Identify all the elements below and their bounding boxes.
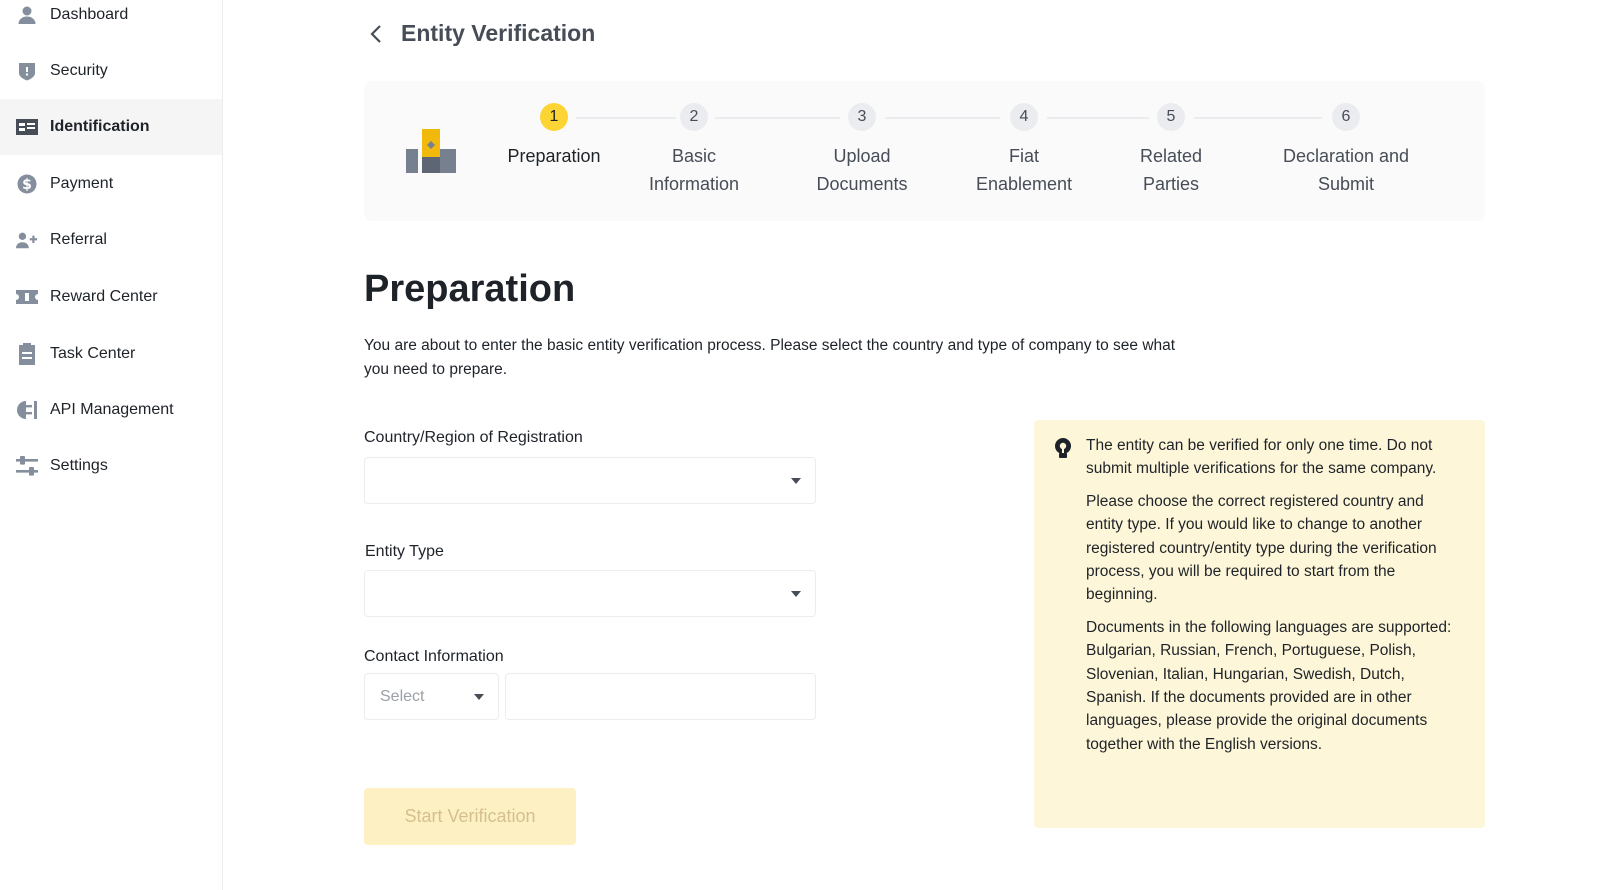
contact-info-label: Contact Information <box>364 648 504 665</box>
step-6-number: 6 <box>1332 103 1360 131</box>
step-6-label: Declaration and Submit <box>1282 146 1410 194</box>
sidebar-item-task-center[interactable] <box>0 326 222 382</box>
add-user-icon <box>16 229 38 251</box>
caret-down-icon <box>474 694 484 700</box>
notice-panel <box>1034 420 1485 828</box>
sidebar-item-label: API Management <box>50 401 174 418</box>
step-2-label: Basic Information <box>648 146 740 194</box>
sidebar-item-label: Payment <box>50 175 114 192</box>
step-2-number: 2 <box>680 103 708 131</box>
section-title: Preparation <box>364 268 576 310</box>
sidebar-item-reward-center[interactable] <box>0 269 222 325</box>
step-connector <box>576 117 676 119</box>
page-title: Entity Verification <box>401 20 596 46</box>
sidebar-item-label: Reward Center <box>50 288 158 305</box>
sidebar-item-label: Settings <box>50 457 108 474</box>
notice-paragraph: Please choose the correct registered country and entity type. If you would like to change to another registered country/entity type during the verification process, you will be required to start from the beginning. <box>1086 492 1437 604</box>
id-card-icon <box>16 116 38 138</box>
step-connector <box>715 117 840 119</box>
step-5-label: Related Parties <box>1139 146 1203 194</box>
sidebar-item-label: Identification <box>50 118 150 135</box>
notice-paragraph: The entity can be verified for only one time. Do not submit multiple verifications for the same company. <box>1086 437 1437 478</box>
sidebar-item-settings[interactable] <box>0 438 222 494</box>
step-3-number: 3 <box>848 103 876 131</box>
svg-text:$: $ <box>22 177 32 193</box>
sidebar-item-api-management[interactable] <box>0 382 222 438</box>
entity-type-select[interactable] <box>364 570 816 617</box>
chevron-left-icon <box>369 24 383 44</box>
contact-select-placeholder: Select <box>380 687 425 705</box>
user-icon <box>16 4 38 26</box>
sidebar-item-label: Referral <box>50 231 107 248</box>
back-button[interactable] <box>364 21 388 47</box>
entity-type-label: Entity Type <box>365 543 444 560</box>
dollar-icon <box>16 173 38 195</box>
step-3-label: Upload Documents <box>816 146 908 194</box>
shield-icon <box>16 60 38 82</box>
country-label: Country/Region of Registration <box>364 429 583 446</box>
step-4-label: Fiat Enablement <box>975 146 1073 194</box>
contact-type-select[interactable] <box>364 673 499 720</box>
intro-text: You are about to enter the basic entity verification process. Please select the country and type of company to see what you need to prepare. <box>364 337 1176 378</box>
sidebar-item-identification[interactable] <box>0 99 222 155</box>
country-select[interactable] <box>364 457 816 504</box>
step-1-number: 1 <box>540 103 568 131</box>
contact-input[interactable] <box>505 673 816 720</box>
notice-text <box>1086 434 1461 765</box>
ticket-icon <box>16 286 38 308</box>
step-connector <box>885 117 1000 119</box>
entity-building-icon <box>406 129 456 173</box>
api-icon <box>16 399 38 421</box>
step-4-number: 4 <box>1010 103 1038 131</box>
sidebar-item-payment[interactable] <box>0 156 222 212</box>
sidebar-item-label: Dashboard <box>50 6 129 23</box>
sidebar-item-dashboard[interactable] <box>0 0 222 43</box>
stepper <box>364 81 1485 221</box>
sidebar-item-security[interactable] <box>0 43 222 99</box>
notice-paragraph: Documents in the following languages are supported: Bulgarian, Russian, French, Portuguese, Polish, Slovenian, Italian, Hungarian, Swedish, Dutch, Spanish. If the documents provided are in other languages, please provide the original documents together with the English versions. <box>1086 618 1452 753</box>
start-verification-button[interactable]: Start Verification <box>364 788 576 845</box>
step-connector <box>1194 117 1322 119</box>
sliders-icon <box>16 455 38 477</box>
lightbulb-icon <box>1052 437 1074 459</box>
step-5-number: 5 <box>1157 103 1185 131</box>
caret-down-icon <box>791 478 801 484</box>
sidebar-item-referral[interactable] <box>0 212 222 268</box>
sidebar-item-label: Security <box>50 62 108 79</box>
caret-down-icon <box>791 591 801 597</box>
step-connector <box>1047 117 1149 119</box>
sidebar-item-label: Task Center <box>50 345 136 362</box>
sidebar <box>0 0 223 890</box>
step-1-label: Preparation <box>507 146 601 166</box>
clipboard-icon <box>16 343 38 365</box>
